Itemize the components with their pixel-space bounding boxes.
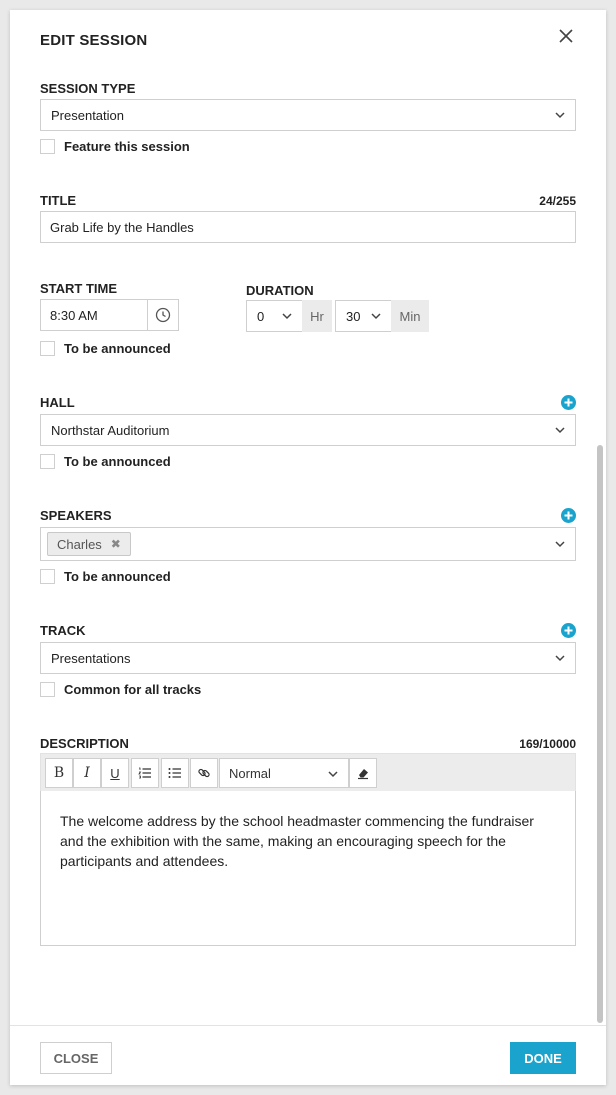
- hall-label: HALL: [40, 395, 75, 410]
- chevron-down-icon: [555, 540, 565, 548]
- start-time-value: 8:30 AM: [50, 307, 98, 323]
- description-label: DESCRIPTION: [40, 736, 129, 751]
- bullet-list-button[interactable]: [161, 758, 189, 788]
- title-input[interactable]: [40, 211, 576, 243]
- hall-value: Northstar Auditorium: [51, 422, 170, 438]
- duration-minutes-select[interactable]: [335, 300, 392, 332]
- session-type-label: SESSION TYPE: [40, 81, 136, 96]
- common-tracks-row[interactable]: [40, 682, 201, 697]
- feature-session-label: Feature this session: [64, 139, 190, 154]
- speakers-select[interactable]: [40, 527, 576, 561]
- scrollbar[interactable]: [597, 445, 603, 1023]
- speakers-tba-label: To be announced: [64, 569, 171, 584]
- editor-toolbar: [40, 753, 576, 791]
- track-value: Presentations: [51, 650, 131, 666]
- duration-minutes-unit: Min: [391, 300, 429, 332]
- title-label: TITLE: [40, 193, 77, 208]
- chevron-down-icon: [328, 770, 338, 778]
- start-time-label: START TIME: [40, 281, 118, 296]
- add-hall-plus-circle-icon[interactable]: [561, 395, 576, 410]
- start-time-input[interactable]: [40, 299, 148, 331]
- ordered-list-icon: [138, 767, 152, 779]
- remove-tag-icon[interactable]: ✖: [110, 537, 121, 551]
- speaker-tag-label: Charles: [57, 536, 102, 552]
- common-tracks-label: Common for all tracks: [64, 682, 202, 697]
- start-time-tba-checkbox[interactable]: [40, 341, 55, 356]
- duration-minutes-value: 30: [346, 308, 361, 324]
- title-value: Grab Life by the Handles: [50, 219, 194, 235]
- ordered-list-button[interactable]: [131, 758, 159, 788]
- track-select[interactable]: [40, 642, 576, 674]
- feature-session-checkbox[interactable]: [40, 139, 55, 154]
- add-track-plus-circle-icon[interactable]: [561, 623, 576, 638]
- start-time-tba-label: To be announced: [64, 341, 171, 356]
- common-tracks-checkbox[interactable]: [40, 682, 55, 697]
- format-value: Normal: [229, 765, 271, 781]
- bullet-list-icon: [168, 767, 182, 779]
- close-icon[interactable]: [556, 26, 576, 46]
- description-text: The welcome address by the school headmaster commencing the fundraiser and the exhibition with the same, making an encouraging speech for the participants and attendees.: [60, 813, 534, 869]
- chevron-down-icon: [555, 426, 565, 434]
- description-editor[interactable]: [40, 791, 576, 946]
- link-icon: [197, 766, 211, 780]
- speakers-tba-row[interactable]: [40, 569, 171, 584]
- duration-hours-unit: Hr: [302, 300, 332, 332]
- bold-button[interactable]: B: [45, 758, 73, 788]
- chevron-down-icon: [555, 111, 565, 119]
- speakers-label: SPEAKERS: [40, 508, 112, 523]
- clock-icon: [155, 307, 171, 323]
- description-counter: 169/10000: [519, 737, 576, 751]
- duration-hours-value: 0: [257, 308, 265, 324]
- format-select[interactable]: [219, 758, 349, 788]
- duration-label: DURATION: [246, 283, 314, 298]
- duration-hours-select[interactable]: [246, 300, 303, 332]
- hall-tba-label: To be announced: [64, 454, 171, 469]
- time-picker-button[interactable]: [147, 299, 179, 331]
- speaker-tag: [47, 532, 131, 556]
- add-speaker-plus-circle-icon[interactable]: [561, 508, 576, 523]
- hall-tba-checkbox[interactable]: [40, 454, 55, 469]
- feature-session-row[interactable]: [40, 139, 190, 154]
- start-time-tba-row[interactable]: [40, 341, 171, 356]
- close-button[interactable]: CLOSE: [40, 1042, 112, 1074]
- chevron-down-icon: [371, 312, 381, 320]
- speakers-tba-checkbox[interactable]: [40, 569, 55, 584]
- chevron-down-icon: [282, 312, 292, 320]
- hall-select[interactable]: [40, 414, 576, 446]
- clear-format-button[interactable]: [349, 758, 377, 788]
- session-type-select[interactable]: [40, 99, 576, 131]
- modal-title: EDIT SESSION: [40, 32, 148, 49]
- clear-format-icon: [356, 766, 370, 780]
- session-type-value: Presentation: [51, 107, 124, 123]
- italic-button[interactable]: I: [73, 758, 101, 788]
- link-button[interactable]: [190, 758, 218, 788]
- chevron-down-icon: [555, 654, 565, 662]
- underline-button[interactable]: U: [101, 758, 129, 788]
- track-label: TRACK: [40, 623, 86, 638]
- hall-tba-row[interactable]: [40, 454, 171, 469]
- done-button[interactable]: DONE: [510, 1042, 576, 1074]
- title-counter: 24/255: [539, 194, 576, 208]
